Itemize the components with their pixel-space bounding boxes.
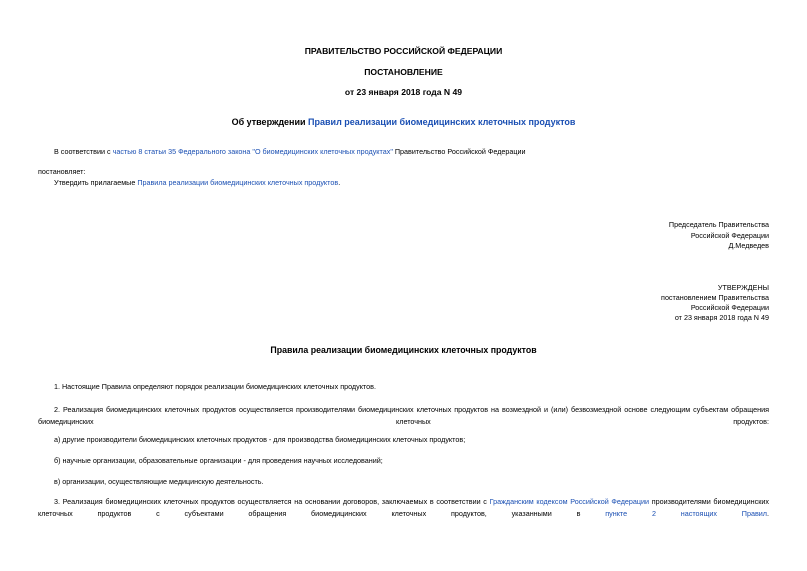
p3-text-2: производителями биомедицинских клеточных продуктов с субъектами обращения биомедицинских клеточных продуктов, указанными в <box>38 497 770 518</box>
preamble <box>54 147 526 156</box>
approved-label: УТВЕРЖДЕНЫ <box>717 283 769 292</box>
approved-rules-link[interactable]: Правила реализации биомедицинских клеточных продуктов <box>137 178 339 187</box>
rules-point-2-link[interactable]: пункте 2 настоящих Правил <box>605 508 767 518</box>
signature-country: Российской Федерации <box>690 231 769 240</box>
federal-law-link[interactable]: частью 8 статьи 35 Федерального закона "О биомедицинских клеточных продуктах" <box>112 147 393 156</box>
government-heading: ПРАВИТЕЛЬСТВО РОССИЙСКОЙ ФЕДЕРАЦИИ <box>304 46 503 56</box>
rules-paragraph-2: 2. Реализация биомедицинских клеточных продуктов осуществляется производителями биомедицинских клеточных продуктов на возмездной и (или) безвозмездной основе следующим субъектам обращения биомедицинских клеточных продуктов: <box>38 405 769 426</box>
p3-text-1: 3. Реализация биомедицинских клеточных продуктов осуществляется на основании договоров, заключаемых в соответствии с <box>54 497 490 506</box>
p3-text-3: . <box>767 508 769 518</box>
rules-title: Правила реализации биомедицинских клеточных продуктов <box>270 345 537 355</box>
resolves-word: постановляет: <box>38 167 86 176</box>
approved-by: постановлением Правительства <box>661 293 769 302</box>
rules-paragraph-1: 1. Настоящие Правила определяют порядок реализации биомедицинских клеточных продуктов. <box>54 382 376 391</box>
document-type: ПОСТАНОВЛЕНИЕ <box>364 67 443 77</box>
rules-item-b: б) научные организации, образовательные организации - для проведения научных исследований; <box>54 456 383 465</box>
preamble-text-2: Правительство Российской Федерации <box>392 147 526 156</box>
rules-paragraph-3 <box>38 496 769 531</box>
approve-prefix: Утвердить прилагаемые <box>54 178 138 187</box>
document-date-number: от 23 января 2018 года N 49 <box>344 87 463 97</box>
title-prefix: Об утверждении <box>231 117 309 127</box>
title-rules-link[interactable]: Правил реализации биомедицинских клеточных продуктов <box>308 117 576 127</box>
rules-item-c: в) организации, осуществляющие медицинскую деятельность. <box>54 477 264 486</box>
approve-suffix: . <box>338 178 341 187</box>
document-title <box>0 117 807 127</box>
preamble-text-1: В соответствии с <box>54 147 113 156</box>
signature-name: Д.Медведев <box>728 241 769 250</box>
approved-country: Российской Федерации <box>690 303 769 312</box>
approved-date: от 23 января 2018 года N 49 <box>674 313 769 322</box>
approve-sentence <box>54 178 340 187</box>
signature-position: Председатель Правительства <box>668 220 769 229</box>
rules-item-a: а) другие производители биомедицинских клеточных продуктов - для производства биомедицинских клеточных продуктов; <box>54 435 466 444</box>
civil-code-link[interactable]: Гражданским кодексом Российской Федерации <box>489 497 650 506</box>
